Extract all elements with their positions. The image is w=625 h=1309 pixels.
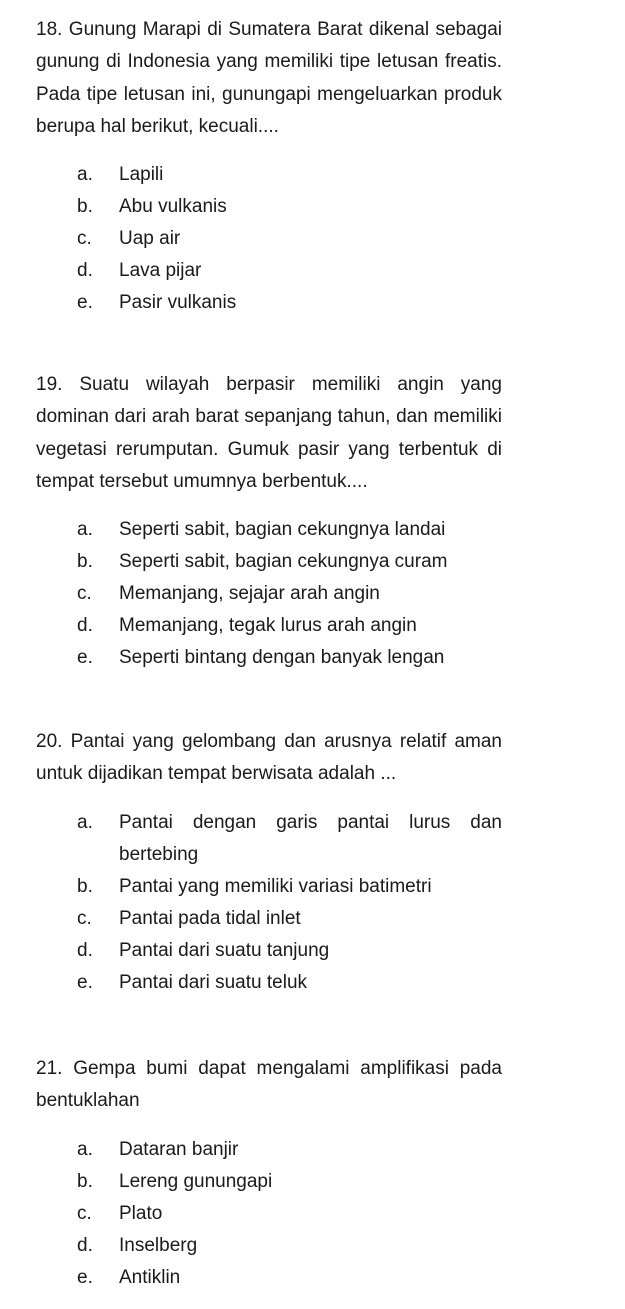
- question-18: [36, 14, 502, 319]
- question-body: Gempa bumi dapat mengalami amplifikasi pada bentuklahan: [36, 1058, 502, 1112]
- option-letter: a.: [77, 519, 93, 541]
- option-a: [36, 159, 502, 191]
- option-text: Pantai dengan garis pantai lurus dan bertebing: [119, 811, 502, 865]
- question-text: [36, 726, 502, 791]
- option-a: [36, 514, 502, 546]
- option-a: [36, 807, 502, 871]
- question-number: 21.: [36, 1058, 63, 1079]
- question-number: 18.: [36, 19, 63, 40]
- question-body: Pantai yang gelombang dan arusnya relatif aman untuk dijadikan tempat berwisata adalah ...: [36, 731, 502, 785]
- option-letter: e.: [77, 971, 93, 993]
- question-body: Suatu wilayah berpasir memiliki angin yang dominan dari arah barat sepanjang tahun, dan memiliki vegetasi rerumputan. Gumuk pasir yang terbentuk di tempat tersebut umumnya berbentuk....: [36, 374, 502, 492]
- option-letter: c.: [77, 583, 92, 605]
- option-text: Uap air: [119, 228, 181, 250]
- option-c: [36, 223, 502, 255]
- options-list: [36, 807, 502, 999]
- option-text: Dataran banjir: [119, 1138, 239, 1160]
- option-text: Pantai dari suatu teluk: [119, 971, 308, 993]
- question-number: 19.: [36, 374, 63, 395]
- question-21: [36, 1053, 502, 1294]
- option-text: Memanjang, tegak lurus arah angin: [119, 615, 417, 637]
- question-body: Gunung Marapi di Sumatera Barat dikenal sebagai gunung di Indonesia yang memiliki tipe letusan freatis. Pada tipe letusan ini, gunungapi mengeluarkan produk berupa hal berikut, kecuali....: [36, 19, 503, 137]
- option-text: Seperti sabit, bagian cekungnya landai: [119, 519, 446, 541]
- question-text: [36, 1053, 502, 1118]
- option-text: Plato: [119, 1202, 163, 1224]
- option-letter: b.: [77, 875, 93, 897]
- option-letter: d.: [77, 1234, 93, 1256]
- option-text: Pantai dari suatu tanjung: [119, 939, 330, 961]
- option-letter: e.: [77, 1266, 93, 1288]
- option-letter: e.: [77, 292, 93, 314]
- option-b: [36, 1166, 502, 1198]
- option-d: [36, 935, 502, 967]
- option-text: Pantai pada tidal inlet: [119, 907, 301, 929]
- option-letter: c.: [77, 1202, 92, 1224]
- option-text: Pantai yang memiliki variasi batimetri: [119, 875, 432, 897]
- option-text: Seperti sabit, bagian cekungnya curam: [119, 551, 448, 573]
- option-letter: c.: [77, 907, 92, 929]
- question-number: 20.: [36, 731, 63, 752]
- option-text: Seperti bintang dengan banyak lengan: [119, 647, 445, 669]
- option-text: Lava pijar: [119, 260, 202, 282]
- option-b: [36, 871, 502, 903]
- option-text: Memanjang, sejajar arah angin: [119, 583, 380, 605]
- option-d: [36, 1230, 502, 1262]
- option-text: Inselberg: [119, 1234, 198, 1256]
- option-text: Abu vulkanis: [119, 196, 227, 218]
- option-e: [36, 642, 502, 674]
- option-text: Antiklin: [119, 1266, 181, 1288]
- option-e: [36, 967, 502, 999]
- option-c: [36, 578, 502, 610]
- option-letter: a.: [77, 1138, 93, 1160]
- option-e: [36, 287, 502, 319]
- option-letter: e.: [77, 647, 93, 669]
- option-letter: b.: [77, 1170, 93, 1192]
- options-list: [36, 514, 502, 674]
- option-d: [36, 610, 502, 642]
- options-list: [36, 159, 502, 319]
- option-text: Pasir vulkanis: [119, 292, 237, 314]
- option-c: [36, 903, 502, 935]
- option-letter: a.: [77, 811, 93, 833]
- option-d: [36, 255, 502, 287]
- option-letter: d.: [77, 260, 93, 282]
- option-letter: d.: [77, 939, 93, 961]
- option-e: [36, 1262, 502, 1294]
- option-b: [36, 191, 502, 223]
- option-text: Lereng gunungapi: [119, 1170, 273, 1192]
- option-letter: b.: [77, 196, 93, 218]
- option-b: [36, 546, 502, 578]
- options-list: [36, 1134, 502, 1294]
- option-letter: c.: [77, 228, 92, 250]
- option-letter: a.: [77, 164, 93, 186]
- option-text: Lapili: [119, 164, 164, 186]
- option-letter: b.: [77, 551, 93, 573]
- question-20: [36, 726, 502, 999]
- question-text: [36, 369, 502, 498]
- option-letter: d.: [77, 615, 93, 637]
- question-text: [36, 14, 502, 143]
- option-c: [36, 1198, 502, 1230]
- question-19: [36, 369, 502, 674]
- option-a: [36, 1134, 502, 1166]
